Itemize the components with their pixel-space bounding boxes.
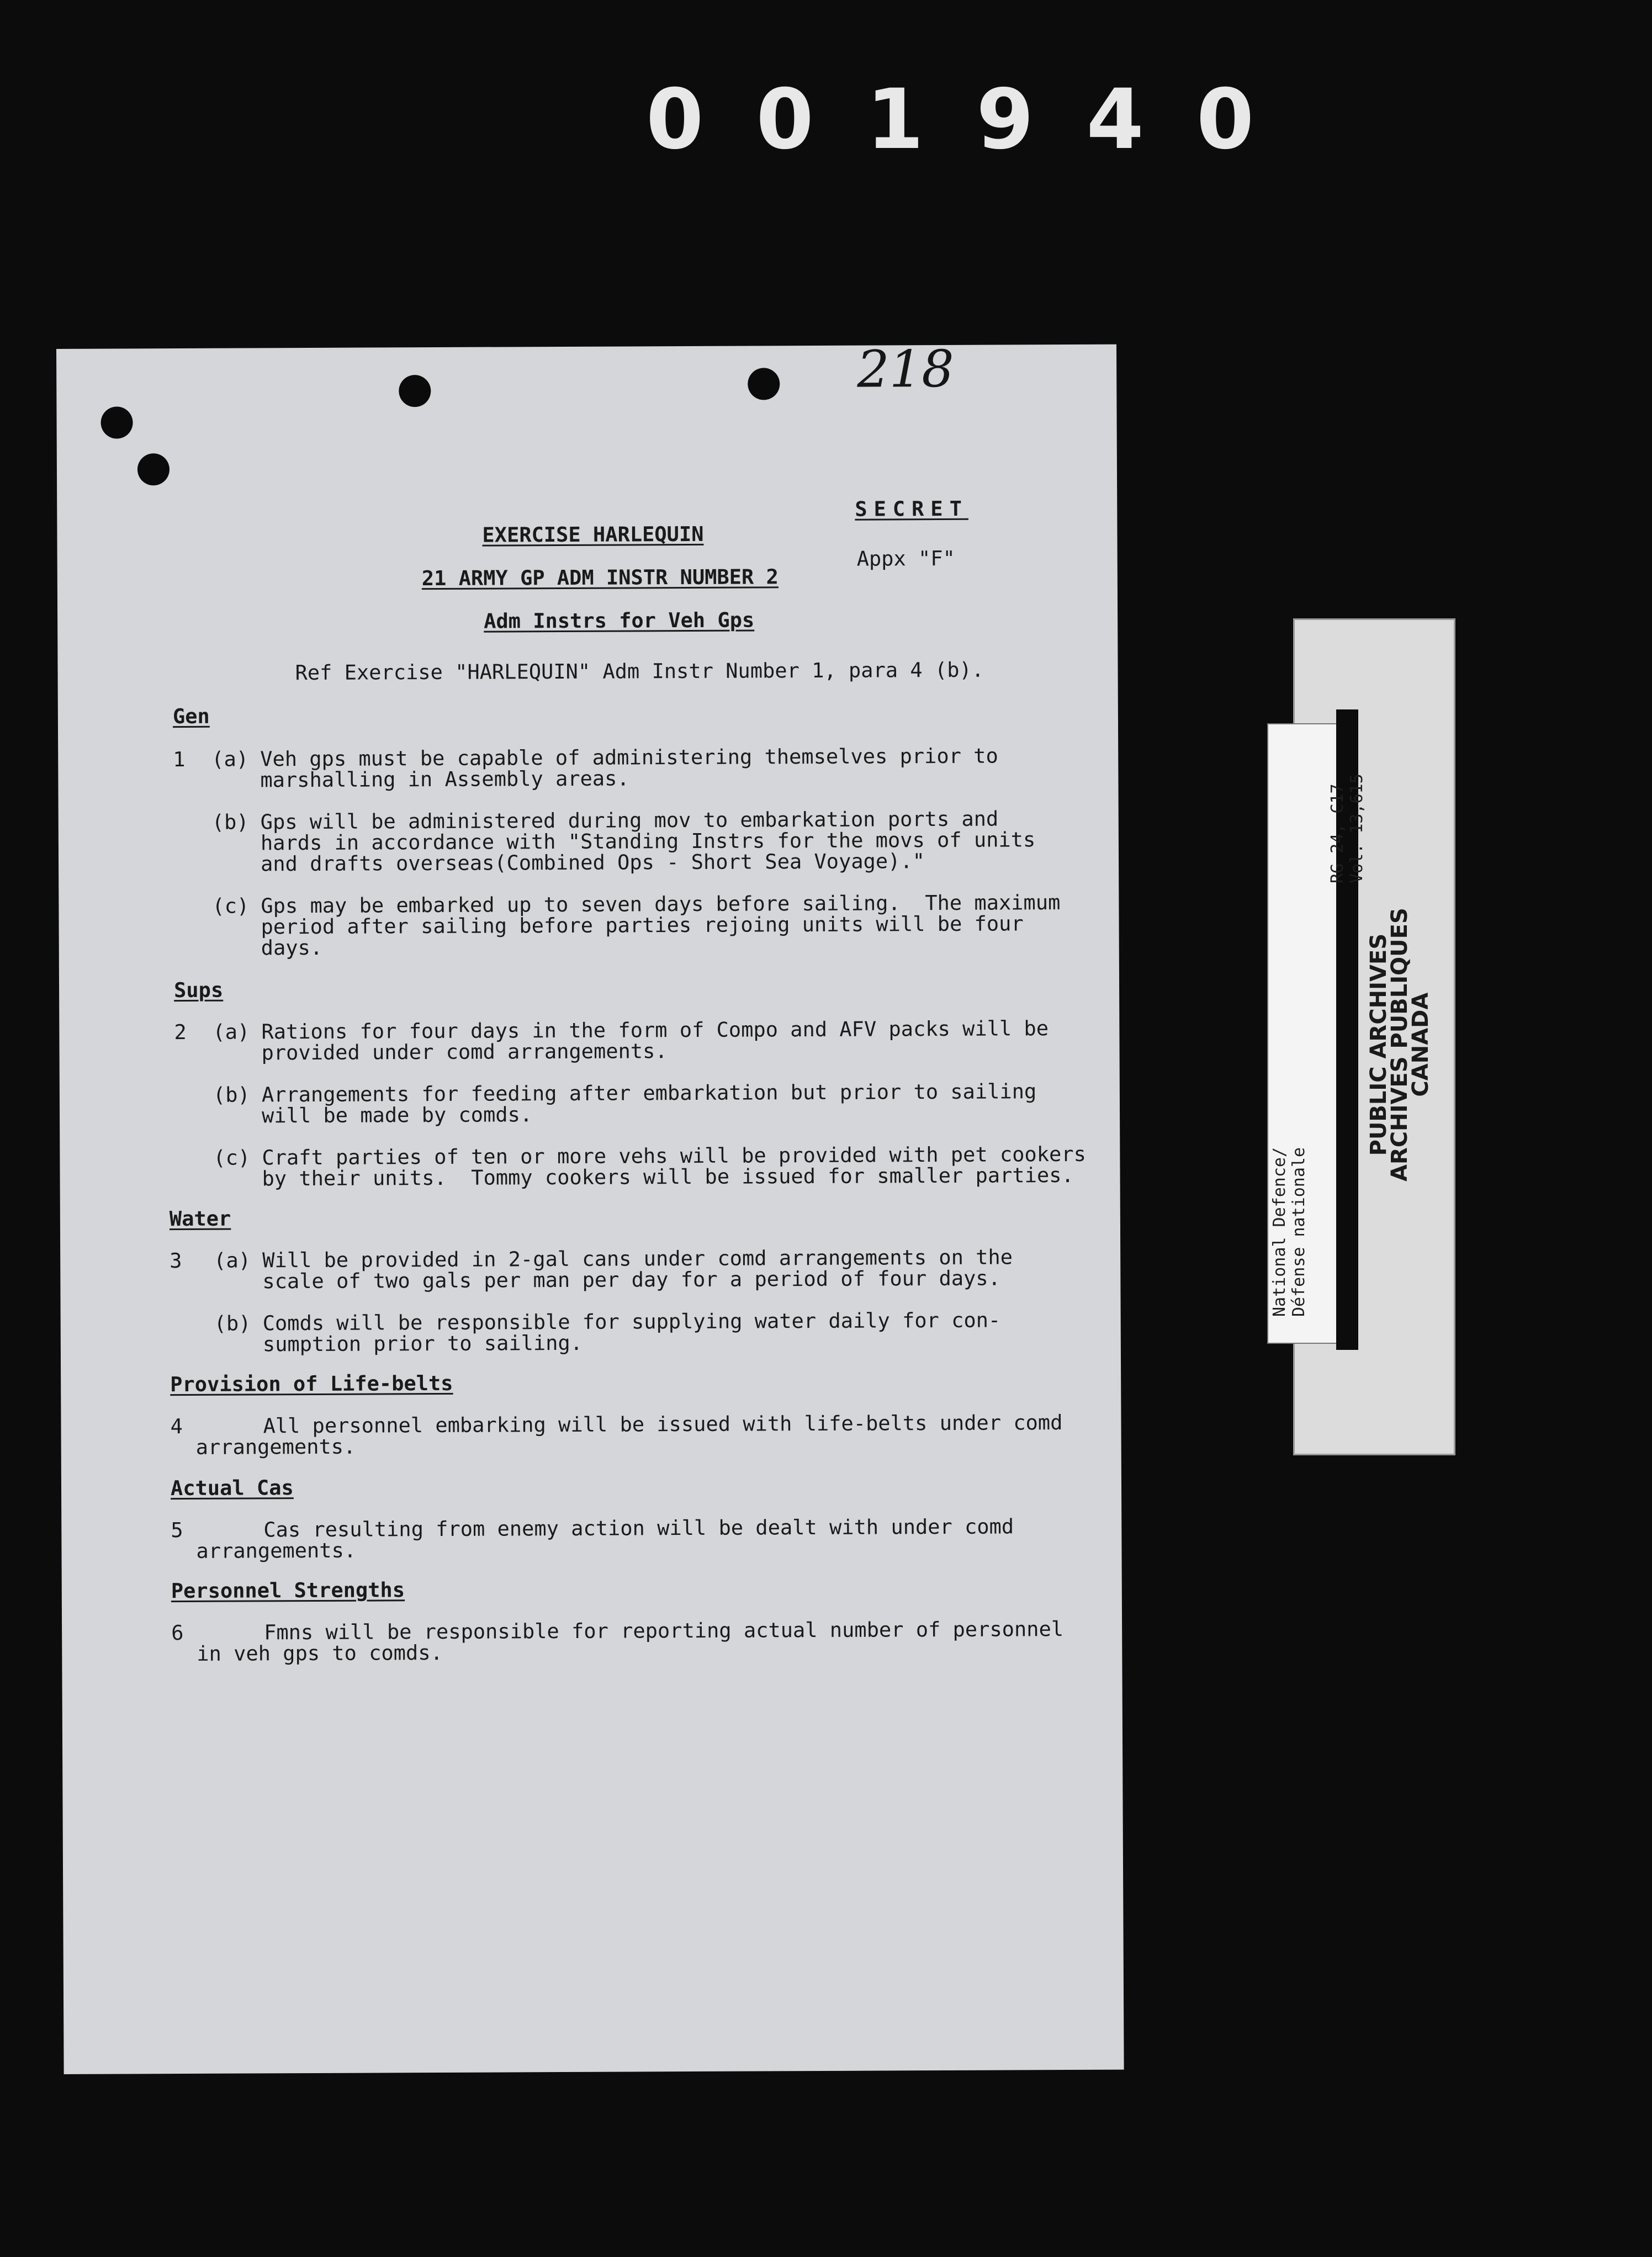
para-text: provided under comd arrangements. (261, 1039, 668, 1065)
para-text: period after sailing before parties rejoing units will be four (261, 912, 1024, 939)
handwritten-folio-number: 218 (856, 339, 955, 399)
subpara-label: (a) (211, 747, 249, 771)
reference-line: Ref Exercise "HARLEQUIN" Adm Instr Number 1, para 4 (b). (295, 658, 984, 685)
para-text: Comds will be responsible for supplying water daily for con- (262, 1308, 1001, 1336)
archive-reference-line: Vol. 13,615 (1347, 773, 1367, 883)
para-text: arrangements. (196, 1538, 357, 1563)
section-heading-gen: Gen (172, 704, 210, 729)
section-heading-cas: Actual Cas (170, 1476, 294, 1501)
archive-department-group (1270, 1147, 1309, 1317)
section-heading-lifebelts: Provision of Life-belts (170, 1371, 453, 1397)
subpara-label: (a) (214, 1248, 251, 1273)
archive-department-line: Défense nationale (1289, 1147, 1309, 1317)
security-classification: SECRET (855, 496, 969, 521)
para-text: All personnel embarking will be issued with life-belts under comd (263, 1411, 1063, 1438)
archive-reference-line: RG 24, C17 (1328, 783, 1347, 883)
para-text: marshalling in Assembly areas. (260, 766, 629, 792)
para-number: 6 (171, 1621, 184, 1645)
punch-hole (748, 368, 780, 400)
para-text: scale of two gals per man per day for a period of four days. (262, 1266, 1001, 1294)
punch-hole (100, 406, 133, 438)
para-text: sumption prior to sailing. (262, 1331, 583, 1357)
para-number: 3 (170, 1249, 182, 1273)
para-text: by their units. Tommy cookers will be issued for smaller parties. (262, 1163, 1074, 1191)
microfilm-frame-number: 001940 (646, 72, 1307, 168)
para-text: Rations for four days in the form of Compo and AFV packs will be (261, 1016, 1049, 1044)
subpara-label: (b) (214, 1311, 251, 1336)
archive-department-line: National Defence/ (1270, 1147, 1289, 1317)
archives-line: PUBLIC ARCHIVES (1366, 933, 1391, 1156)
para-text: Will be provided in 2-gal cans under comd arrangements on the (262, 1245, 1013, 1273)
para-number: 2 (174, 1020, 187, 1045)
archives-line: ARCHIVES PUBLIQUES (1387, 908, 1412, 1182)
section-heading-sups: Sups (173, 978, 224, 1003)
para-text: Craft parties of ten or more vehs will be provided with pet cookers (262, 1142, 1086, 1170)
para-text: Gps may be embarked up to seven days before sailing. The maximum (261, 891, 1061, 918)
para-text: in veh gps to comds. (197, 1640, 443, 1666)
para-text: hards in accordance with "Standing Instrs for the movs of units (260, 828, 1036, 855)
para-text: Veh gps must be capable of administering themselves prior to (260, 744, 998, 771)
para-text: Fmns will be responsible for reporting actual number of personnel (264, 1617, 1064, 1645)
subpara-label: (c) (212, 894, 250, 918)
para-number: 5 (171, 1518, 183, 1543)
exercise-title: EXERCISE HARLEQUIN (482, 522, 704, 547)
section-heading-strengths: Personnel Strengths (171, 1578, 405, 1603)
para-text: will be made by comds. (261, 1103, 533, 1128)
para-number: 1 (173, 747, 186, 772)
instruction-number: 21 ARMY GP ADM INSTR NUMBER 2 (421, 565, 779, 591)
subpara-label: (b) (211, 810, 249, 834)
punch-hole (399, 375, 431, 407)
appendix-label: Appx "F" (856, 546, 955, 571)
subpara-label: (a) (213, 1020, 250, 1044)
para-text: arrangements. (195, 1434, 356, 1459)
para-text: Arrangements for feeding after embarkation but prior to sailing (261, 1079, 1037, 1107)
archives-line: CANADA (1408, 992, 1433, 1097)
para-text: days. (261, 935, 323, 960)
subpara-label: (b) (213, 1083, 250, 1107)
para-text: Gps will be administered during mov to embarkation ports and (260, 807, 999, 834)
para-text: and drafts overseas(Combined Ops - Short Sea Voyage)." (260, 849, 925, 876)
document-subtitle: Adm Instrs for Veh Gps (484, 608, 755, 633)
section-heading-water: Water (169, 1206, 231, 1231)
para-text: Cas resulting from enemy action will be dealt with under comd (263, 1514, 1014, 1542)
punch-hole (137, 453, 170, 485)
para-number: 4 (170, 1414, 183, 1439)
subpara-label: (c) (213, 1146, 251, 1170)
archive-reference-group (1328, 773, 1367, 883)
document-page (56, 339, 1124, 2074)
public-archives-stamp (1368, 908, 1431, 1182)
